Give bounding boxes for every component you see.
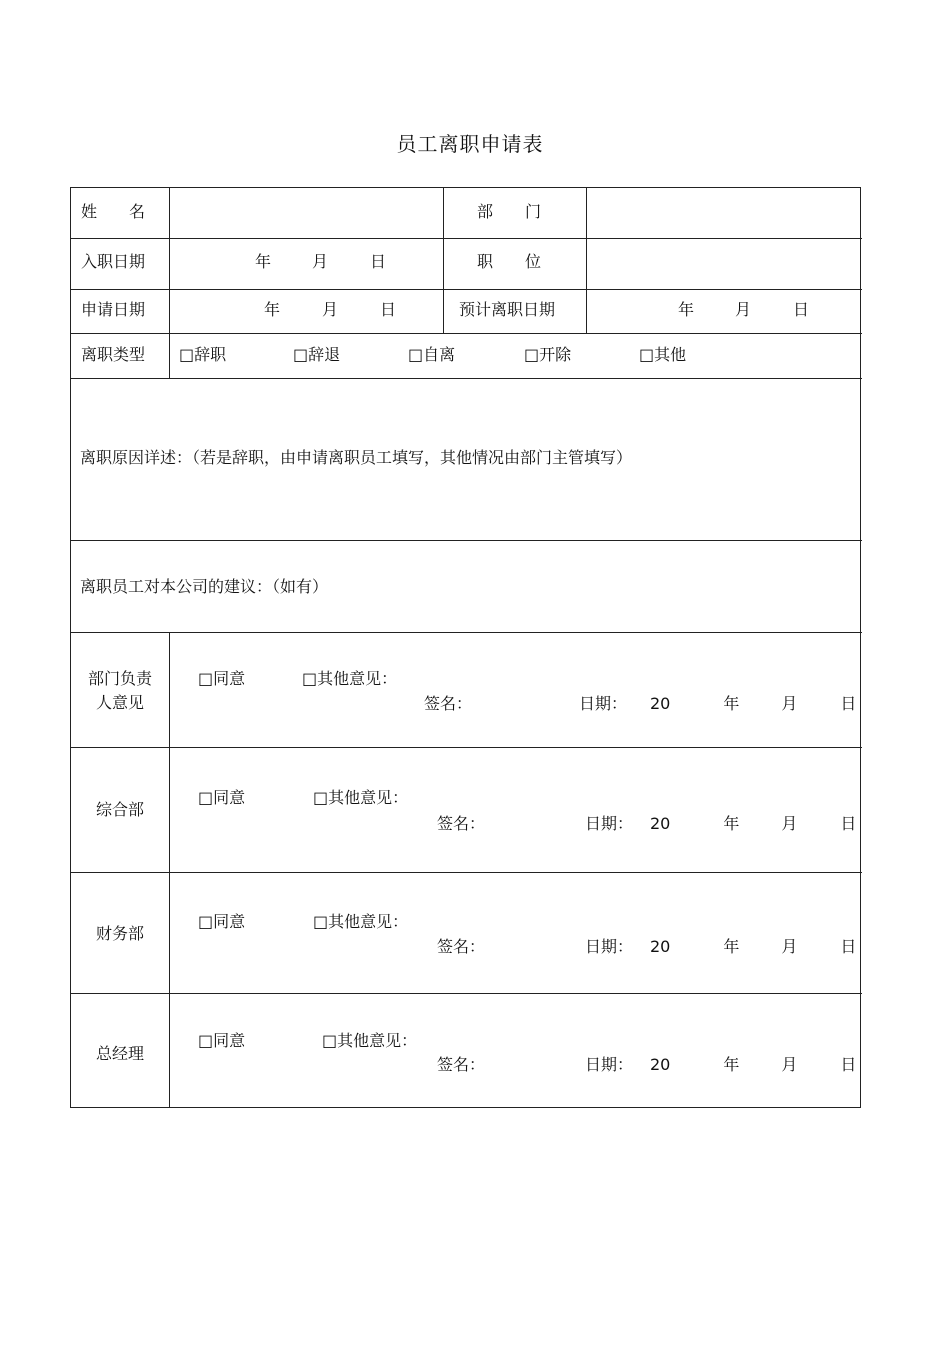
general-manager-other-checkbox[interactable]: □其他意见： [322,1031,418,1050]
row-divider [71,747,862,748]
row-divider [71,238,862,239]
reason-label: 离职原因详述：（若是辞职，由申请离职员工填写，其他情况由部门主管填写） [80,448,633,467]
general-dept-agree-checkbox[interactable]: □同意 [198,788,246,807]
department-label: 部 门 [477,202,542,221]
option-other-checkbox[interactable]: □其他 [639,345,687,364]
month-unit: 月 [781,694,798,713]
day-unit: 日 [370,252,387,271]
finance-dept-date-field[interactable] [650,937,856,957]
finance-dept-label: 财务部 [95,924,144,943]
year-prefix: 20 [650,694,671,713]
position-label: 职 位 [477,252,542,271]
expected-date-field[interactable] [678,300,809,320]
general-dept-label: 综合部 [95,800,144,819]
page-title: 员工离职申请表 [396,132,544,156]
hire-date-field[interactable] [255,252,386,272]
col-divider [443,188,444,333]
dept-head-date-field[interactable] [650,694,856,714]
day-unit: 日 [793,300,810,319]
reason-field[interactable] [75,470,855,534]
month-unit: 月 [322,300,339,319]
col-divider [169,632,170,1108]
expected-date-label: 预计离职日期 [459,300,556,319]
general-dept-other-checkbox[interactable]: □其他意见： [313,788,409,807]
row-divider [71,993,862,994]
year-unit: 年 [723,1055,740,1074]
row-divider [71,378,862,379]
col-divider [169,188,170,378]
general-dept-date-field[interactable] [650,814,856,834]
general-manager-agree-checkbox[interactable]: □同意 [198,1031,246,1050]
row-divider [71,540,862,541]
dept-head-label-line2: 人意见 [95,693,144,712]
row-divider [71,872,862,873]
month-unit: 月 [781,937,798,956]
name-field[interactable] [174,194,438,234]
finance-dept-sign-label: 签名： [437,937,486,956]
col-divider [586,188,587,333]
department-field[interactable] [591,194,856,234]
finance-dept-other-checkbox[interactable]: □其他意见： [313,912,409,931]
finance-dept-date-label: 日期： [585,937,634,956]
row-divider [71,333,862,334]
finance-dept-agree-checkbox[interactable]: □同意 [198,912,246,931]
suggestion-label: 离职员工对本公司的建议：（如有） [80,577,329,596]
day-unit: 日 [840,937,857,956]
general-dept-sign-label: 签名： [437,814,486,833]
name-label: 姓 名 [81,202,146,221]
year-unit: 年 [255,252,272,271]
month-unit: 月 [735,300,752,319]
dept-head-label-line1: 部门负责 [87,669,152,688]
day-unit: 日 [840,814,857,833]
dept-head-date-label: 日期： [579,694,628,713]
apply-date-field[interactable] [264,300,396,320]
day-unit: 日 [380,300,397,319]
year-unit: 年 [723,694,740,713]
month-unit: 月 [781,1055,798,1074]
suggestion-field[interactable] [75,600,855,628]
year-prefix: 20 [650,937,671,956]
day-unit: 日 [840,1055,857,1074]
dept-head-other-checkbox[interactable]: □其他意见： [302,669,398,688]
general-manager-date-field[interactable] [650,1055,856,1075]
option-resign-checkbox[interactable]: □辞职 [179,345,227,364]
month-unit: 月 [781,814,798,833]
day-unit: 日 [840,694,857,713]
year-unit: 年 [723,937,740,956]
resignation-type-label: 离职类型 [81,345,146,364]
general-manager-label: 总经理 [95,1044,144,1063]
year-unit: 年 [264,300,281,319]
general-manager-sign-label: 签名： [437,1055,486,1074]
dept-head-agree-checkbox[interactable]: □同意 [198,669,246,688]
row-divider [71,632,862,633]
row-divider [71,289,862,290]
dept-head-sign-label: 签名： [424,694,473,713]
year-unit: 年 [723,814,740,833]
year-prefix: 20 [650,814,671,833]
month-unit: 月 [312,252,329,271]
option-fired-checkbox[interactable]: □开除 [524,345,572,364]
resignation-form [70,187,861,1108]
general-manager-date-label: 日期： [585,1055,634,1074]
general-dept-date-label: 日期： [585,814,634,833]
option-self-leave-checkbox[interactable]: □自离 [408,345,456,364]
apply-date-label: 申请日期 [81,300,146,319]
year-unit: 年 [678,300,695,319]
position-field[interactable] [591,244,856,284]
hire-date-label: 入职日期 [81,252,146,271]
year-prefix: 20 [650,1055,671,1074]
option-dismissed-checkbox[interactable]: □辞退 [293,345,341,364]
